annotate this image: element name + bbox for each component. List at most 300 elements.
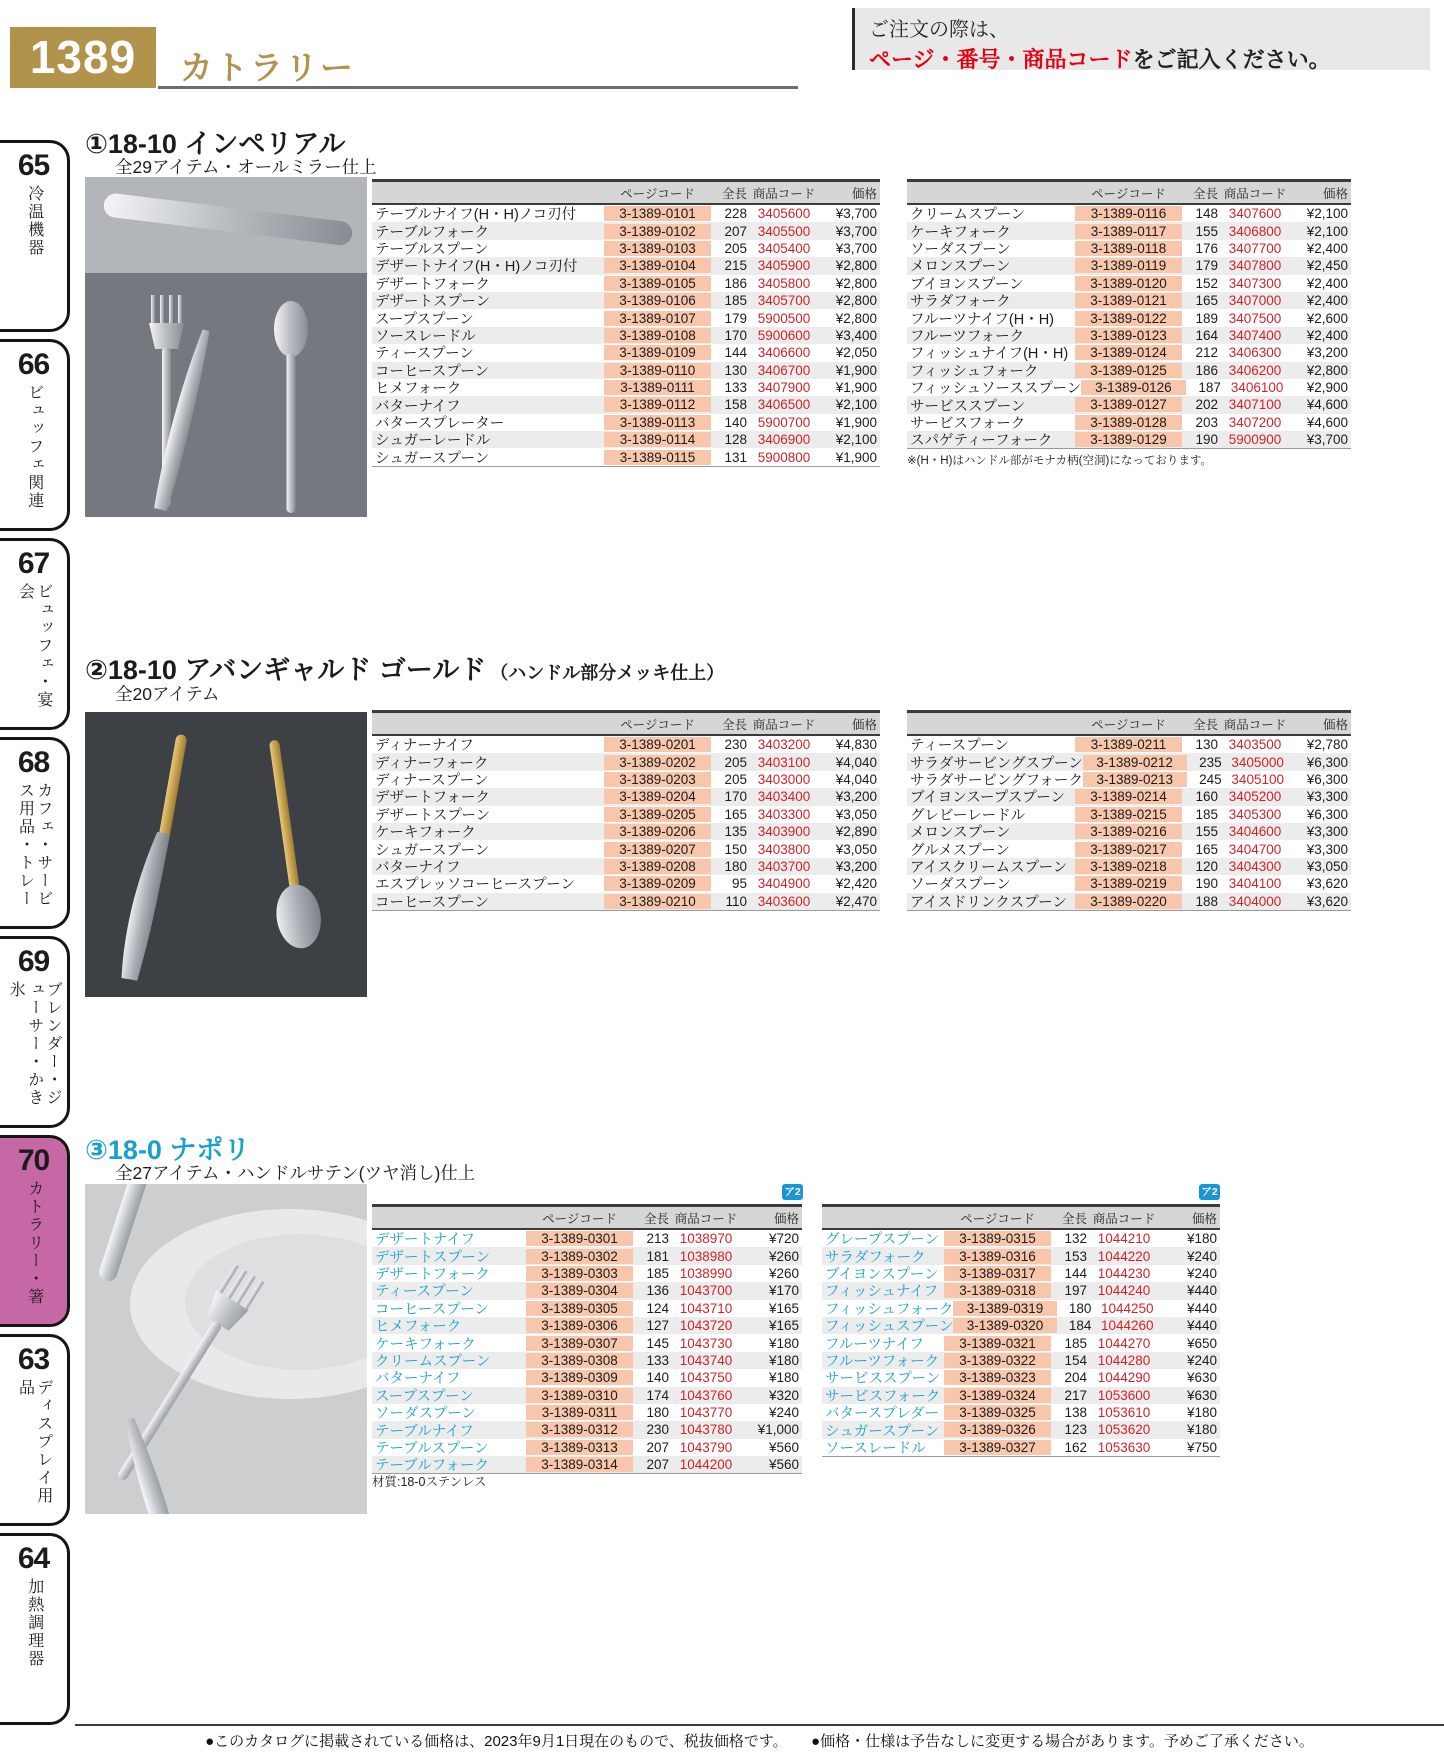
item-name: ブイヨンスプーン bbox=[910, 276, 1024, 293]
table-header-row bbox=[907, 710, 1351, 736]
product-code: 1038980 bbox=[679, 1248, 733, 1264]
page-code: 3-1389-0307 bbox=[526, 1336, 633, 1351]
length-value: 127 bbox=[646, 1318, 669, 1334]
page-code: 3-1389-0209 bbox=[604, 876, 711, 891]
length-value: 187 bbox=[1198, 380, 1221, 396]
price-value: ¥3,300 bbox=[1306, 841, 1348, 857]
order-notice-tail: をご記入ください。 bbox=[1132, 47, 1331, 72]
page-code: 3-1389-0112 bbox=[604, 397, 711, 412]
col-length-header: 全長 bbox=[1192, 186, 1218, 201]
sidebar-tab-67[interactable] bbox=[0, 538, 70, 730]
section-subtitle: 全29アイテム・オールミラー仕上 bbox=[115, 157, 377, 177]
price-value: ¥2,600 bbox=[1306, 310, 1348, 326]
price-value: ¥3,050 bbox=[835, 806, 877, 822]
length-value: 181 bbox=[646, 1248, 669, 1264]
length-value: 133 bbox=[646, 1352, 669, 1368]
page-code: 3-1389-0120 bbox=[1075, 276, 1182, 291]
table-header-row bbox=[822, 1204, 1220, 1230]
product-code: 5900900 bbox=[1228, 432, 1282, 448]
sidebar-tab-66[interactable] bbox=[0, 339, 70, 531]
page-code: 3-1389-0110 bbox=[604, 363, 711, 378]
col-price-header: 価格 bbox=[851, 186, 877, 201]
length-value: 123 bbox=[1064, 1422, 1087, 1438]
footer-rule bbox=[75, 1724, 1444, 1726]
item-name: スープスプーン bbox=[375, 1388, 474, 1405]
price-value: ¥2,100 bbox=[1306, 206, 1348, 222]
length-value: 230 bbox=[724, 737, 747, 753]
product-code: 1043720 bbox=[679, 1318, 733, 1334]
length-value: 170 bbox=[724, 327, 747, 343]
price-value: ¥165 bbox=[768, 1300, 799, 1316]
price-value: ¥170 bbox=[768, 1283, 799, 1299]
col-price-header: 価格 bbox=[1322, 717, 1348, 732]
product-code: 3404900 bbox=[757, 876, 811, 892]
col-price-header: 価格 bbox=[1322, 186, 1348, 201]
item-name: バターナイフ bbox=[375, 1371, 461, 1388]
aqua-badge: ア2 bbox=[782, 1184, 803, 1200]
price-value: ¥2,450 bbox=[1306, 258, 1348, 274]
length-value: 205 bbox=[724, 771, 747, 787]
col-price-header: 価格 bbox=[773, 1211, 799, 1226]
item-name: クリームスプーン bbox=[910, 207, 1026, 224]
item-name: スパゲティーフォーク bbox=[910, 433, 1053, 450]
sidebar-tab-number: 69 bbox=[17, 945, 50, 978]
length-value: 186 bbox=[724, 275, 747, 291]
length-value: 160 bbox=[1195, 789, 1218, 805]
col-length-header: 全長 bbox=[721, 717, 747, 732]
section-subtitle: 全27アイテム・ハンドルサテン(ツヤ消し)仕上 bbox=[115, 1163, 476, 1183]
length-value: 215 bbox=[724, 258, 747, 274]
price-value: ¥440 bbox=[1186, 1283, 1217, 1299]
item-name: ブイヨンスープスプーン bbox=[910, 790, 1066, 807]
price-value: ¥3,050 bbox=[1306, 858, 1348, 874]
section-subtitle: 全20アイテム bbox=[115, 684, 220, 704]
length-value: 180 bbox=[646, 1405, 669, 1421]
length-value: 130 bbox=[1195, 737, 1218, 753]
product-photo-napoli bbox=[85, 1184, 367, 1514]
col-length-header: 全長 bbox=[643, 1211, 669, 1226]
page-code: 3-1389-0323 bbox=[944, 1370, 1051, 1385]
item-name: グレープスプーン bbox=[825, 1232, 939, 1249]
price-value: ¥750 bbox=[1186, 1439, 1217, 1455]
product-code: 1044280 bbox=[1097, 1352, 1151, 1368]
page-code: 3-1389-0218 bbox=[1075, 859, 1182, 874]
col-length-header: 全長 bbox=[1192, 717, 1218, 732]
price-value: ¥3,700 bbox=[1306, 432, 1348, 448]
price-value: ¥2,100 bbox=[835, 397, 877, 413]
length-value: 165 bbox=[724, 806, 747, 822]
page-code: 3-1389-0123 bbox=[1075, 328, 1182, 343]
page-code: 3-1389-0117 bbox=[1075, 224, 1182, 239]
length-value: 165 bbox=[1195, 293, 1218, 309]
price-value: ¥3,300 bbox=[1306, 824, 1348, 840]
sidebar-tab-63[interactable] bbox=[0, 1334, 70, 1526]
col-price-header: 価格 bbox=[851, 717, 877, 732]
price-value: ¥3,620 bbox=[1306, 893, 1348, 909]
hh-footnote: ※(H・H)はハンドル部がモナカ柄(空洞)になっております。 bbox=[907, 455, 1212, 467]
length-value: 136 bbox=[646, 1283, 669, 1299]
item-name: フィッシュフォーク bbox=[825, 1301, 954, 1318]
col-product-code-header: 商品コード bbox=[752, 717, 816, 732]
product-code: 1044200 bbox=[679, 1457, 733, 1473]
price-value: ¥4,600 bbox=[1306, 397, 1348, 413]
page-code: 3-1389-0213 bbox=[1083, 772, 1187, 787]
length-value: 230 bbox=[646, 1422, 669, 1438]
product-table-right bbox=[907, 710, 1351, 911]
product-code: 3407800 bbox=[1228, 258, 1282, 274]
section-avantgarde-gold bbox=[85, 648, 1444, 1068]
item-name: フィッシュソーススプーン bbox=[910, 381, 1082, 398]
product-code: 3405800 bbox=[757, 275, 811, 291]
item-name: バタースプレーター bbox=[375, 415, 505, 432]
product-code: 1043790 bbox=[679, 1439, 733, 1455]
item-name: シュガースプーン bbox=[375, 842, 490, 859]
item-name: サラダフォーク bbox=[910, 294, 1011, 311]
length-value: 185 bbox=[1195, 806, 1218, 822]
section-mark: ① bbox=[85, 129, 108, 159]
page-code: 3-1389-0127 bbox=[1075, 397, 1182, 412]
item-name: サービススプーン bbox=[910, 398, 1026, 415]
col-length-header: 全長 bbox=[721, 186, 747, 201]
sidebar-tab-64[interactable] bbox=[0, 1533, 70, 1725]
product-code: 3403900 bbox=[757, 824, 811, 840]
page-code: 3-1389-0212 bbox=[1083, 755, 1187, 770]
material-note: 材質:18-0ステンレス bbox=[372, 1475, 487, 1489]
length-value: 132 bbox=[1064, 1231, 1087, 1247]
page-code: 3-1389-0205 bbox=[604, 807, 711, 822]
item-name: デザートスプーン bbox=[375, 1249, 491, 1266]
order-notice-line1: ご注文の際は、 bbox=[869, 19, 1009, 41]
item-name: サラダサービングスプーン bbox=[910, 755, 1083, 772]
col-page-code-header: ページコード bbox=[620, 717, 695, 732]
item-name: フィッシュスプーン bbox=[825, 1319, 954, 1336]
length-value: 133 bbox=[724, 380, 747, 396]
sidebar-tab-69[interactable] bbox=[0, 936, 70, 1128]
page-code: 3-1389-0320 bbox=[953, 1318, 1056, 1333]
length-value: 140 bbox=[724, 414, 747, 430]
page-code: 3-1389-0210 bbox=[604, 894, 711, 909]
col-price-header: 価格 bbox=[1191, 1211, 1217, 1226]
price-value: ¥630 bbox=[1186, 1387, 1217, 1403]
product-code: 3406800 bbox=[1228, 223, 1282, 239]
length-value: 205 bbox=[724, 240, 747, 256]
page-code: 3-1389-0211 bbox=[1075, 737, 1182, 752]
sidebar-tab-label: 冷温機器 bbox=[25, 185, 43, 257]
item-name: シュガースプーン bbox=[375, 450, 490, 467]
item-name: フィッシュナイフ bbox=[825, 1284, 939, 1301]
product-code: 1044230 bbox=[1097, 1265, 1151, 1281]
sidebar-tab-65[interactable] bbox=[0, 140, 70, 332]
product-code: 3405600 bbox=[757, 206, 811, 222]
page-code: 3-1389-0219 bbox=[1075, 876, 1182, 891]
product-code: 1044270 bbox=[1097, 1335, 1151, 1351]
price-value: ¥2,100 bbox=[1306, 223, 1348, 239]
price-value: ¥2,800 bbox=[835, 258, 877, 274]
item-name: ヒメフォーク bbox=[375, 1319, 462, 1336]
length-value: 174 bbox=[646, 1387, 669, 1403]
length-value: 155 bbox=[1195, 223, 1218, 239]
product-code: 3403000 bbox=[757, 771, 811, 787]
length-value: 152 bbox=[1195, 275, 1218, 291]
price-value: ¥2,800 bbox=[835, 275, 877, 291]
col-product-code-header: 商品コード bbox=[752, 186, 816, 201]
price-value: ¥6,300 bbox=[1306, 754, 1348, 770]
page-code: 3-1389-0311 bbox=[526, 1405, 633, 1420]
aqua-badge: ア2 bbox=[1199, 1184, 1220, 1200]
section-title-text: 18-10 アバンギャルド ゴールド bbox=[107, 655, 487, 685]
item-name: サービスフォーク bbox=[910, 415, 1026, 432]
sidebar-tab-label: ビュッフェ関連 bbox=[25, 384, 43, 510]
sidebar-tab-number: 64 bbox=[17, 1542, 50, 1575]
page-code: 3-1389-0324 bbox=[944, 1388, 1051, 1403]
product-code: 1043730 bbox=[679, 1335, 733, 1351]
order-notice bbox=[852, 8, 1430, 70]
length-value: 162 bbox=[1064, 1439, 1087, 1455]
page-code: 3-1389-0108 bbox=[604, 328, 711, 343]
product-code: 1043780 bbox=[679, 1422, 733, 1438]
page-code: 3-1389-0118 bbox=[1075, 241, 1182, 256]
product-code: 3407300 bbox=[1228, 275, 1282, 291]
page-code: 3-1389-0214 bbox=[1075, 789, 1182, 804]
length-value: 186 bbox=[1195, 362, 1218, 378]
product-photo-avantgarde bbox=[85, 712, 367, 997]
item-name: テーブルフォーク bbox=[375, 1458, 489, 1475]
page-code: 3-1389-0220 bbox=[1075, 894, 1182, 909]
length-value: 95 bbox=[731, 876, 747, 892]
product-code: 3407900 bbox=[757, 380, 811, 396]
item-name: デザートスプーン bbox=[375, 807, 491, 824]
length-value: 188 bbox=[1195, 893, 1218, 909]
price-value: ¥4,040 bbox=[835, 771, 877, 787]
product-table-left bbox=[372, 179, 880, 467]
item-name: デザートスプーン bbox=[375, 294, 491, 311]
price-value: ¥2,420 bbox=[835, 876, 877, 892]
page-code: 3-1389-0106 bbox=[604, 293, 711, 308]
item-name: ソーダスプーン bbox=[375, 1406, 476, 1423]
price-value: ¥2,800 bbox=[1306, 362, 1348, 378]
page-code: 3-1389-0116 bbox=[1075, 206, 1182, 221]
product-code: 3403800 bbox=[757, 841, 811, 857]
product-code: 3407100 bbox=[1228, 397, 1282, 413]
item-name: デザートナイフ(H・H)ノコ刃付 bbox=[375, 259, 578, 276]
product-code: 1044260 bbox=[1100, 1318, 1154, 1334]
length-value: 145 bbox=[646, 1335, 669, 1351]
length-value: 190 bbox=[1195, 876, 1218, 892]
col-product-code-header: 商品コード bbox=[1223, 186, 1287, 201]
length-value: 207 bbox=[646, 1439, 669, 1455]
product-code: 1044250 bbox=[1100, 1300, 1154, 1316]
item-name: ディナーフォーク bbox=[375, 755, 489, 772]
section-mark: ③ bbox=[85, 1135, 108, 1165]
price-value: ¥240 bbox=[1186, 1248, 1217, 1264]
item-name: グルメスプーン bbox=[910, 842, 1010, 859]
item-name: ティースプーン bbox=[375, 1284, 474, 1301]
item-name: サービススプーン bbox=[825, 1371, 941, 1388]
length-value: 213 bbox=[646, 1231, 669, 1247]
product-row bbox=[372, 1456, 802, 1473]
price-value: ¥3,400 bbox=[835, 327, 877, 343]
sidebar-tab-number: 63 bbox=[17, 1343, 50, 1376]
price-value: ¥2,800 bbox=[835, 310, 877, 326]
item-name: ディナーナイフ bbox=[375, 738, 474, 755]
item-name: メロンスプーン bbox=[910, 259, 1011, 276]
price-value: ¥260 bbox=[768, 1265, 799, 1281]
page-code: 3-1389-0113 bbox=[604, 415, 711, 430]
item-name: デザートフォーク bbox=[375, 276, 490, 293]
product-code: 3405300 bbox=[1228, 806, 1282, 822]
length-value: 189 bbox=[1195, 310, 1218, 326]
page-code: 3-1389-0326 bbox=[944, 1422, 1051, 1437]
product-code: 1043760 bbox=[679, 1387, 733, 1403]
length-value: 179 bbox=[1195, 258, 1218, 274]
product-code: 3406900 bbox=[757, 432, 811, 448]
col-product-code-header: 商品コード bbox=[674, 1211, 738, 1226]
length-value: 202 bbox=[1195, 397, 1218, 413]
item-name: テーブルナイフ(H・H)ノコ刃付 bbox=[375, 207, 577, 224]
page-code: 3-1389-0128 bbox=[1075, 415, 1182, 430]
page-code: 3-1389-0313 bbox=[526, 1440, 633, 1455]
price-value: ¥2,100 bbox=[835, 432, 877, 448]
order-notice-line2 bbox=[869, 43, 1430, 74]
length-value: 131 bbox=[724, 449, 747, 465]
page-code: 3-1389-0104 bbox=[604, 258, 711, 273]
item-name: サラダサービングフォーク bbox=[910, 772, 1083, 789]
item-name: ケーキフォーク bbox=[375, 1336, 476, 1353]
length-value: 205 bbox=[724, 754, 747, 770]
page-code: 3-1389-0115 bbox=[604, 450, 711, 465]
item-name: テーブルスプーン bbox=[375, 1440, 489, 1457]
length-value: 185 bbox=[646, 1265, 669, 1281]
price-value: ¥560 bbox=[768, 1457, 799, 1473]
page-code: 3-1389-0207 bbox=[604, 842, 711, 857]
table-header-row bbox=[907, 179, 1351, 205]
product-code: 3403200 bbox=[757, 737, 811, 753]
sidebar-tab-label: ビュッフェ・宴会 bbox=[16, 583, 52, 709]
sidebar-tab-label: カフェ・サービス用品・トレー bbox=[16, 782, 52, 908]
item-name: ヒメフォーク bbox=[375, 381, 462, 398]
length-value: 128 bbox=[724, 432, 747, 448]
length-value: 165 bbox=[1195, 841, 1218, 857]
product-code: 5900500 bbox=[757, 310, 811, 326]
product-code: 3407500 bbox=[1228, 310, 1282, 326]
product-code: 3403700 bbox=[757, 858, 811, 874]
price-value: ¥440 bbox=[1186, 1300, 1218, 1316]
item-name: ソースレードル bbox=[825, 1440, 926, 1457]
sidebar-tab-68[interactable] bbox=[0, 737, 70, 929]
price-value: ¥3,300 bbox=[1306, 789, 1348, 805]
item-name: デザートフォーク bbox=[375, 1266, 490, 1283]
item-name: コーヒースプーン bbox=[375, 894, 489, 911]
col-length-header: 全長 bbox=[1061, 1211, 1087, 1226]
price-value: ¥3,200 bbox=[1306, 345, 1348, 361]
page-code: 3-1389-0301 bbox=[526, 1231, 633, 1246]
section-napoli bbox=[85, 1128, 1444, 1568]
page-code: 3-1389-0317 bbox=[944, 1266, 1051, 1281]
length-value: 190 bbox=[1195, 432, 1218, 448]
page-code: 3-1389-0101 bbox=[604, 206, 711, 221]
col-product-code-header: 商品コード bbox=[1092, 1211, 1156, 1226]
price-value: ¥560 bbox=[768, 1439, 799, 1455]
page-code: 3-1389-0103 bbox=[604, 241, 711, 256]
page-code: 3-1389-0308 bbox=[526, 1353, 633, 1368]
table-header-row bbox=[372, 179, 880, 205]
price-value: ¥240 bbox=[1186, 1352, 1217, 1368]
page-code: 3-1389-0126 bbox=[1081, 380, 1186, 395]
item-name: バターナイフ bbox=[375, 859, 461, 876]
item-name: フルーツナイフ(H・H) bbox=[910, 311, 1054, 328]
item-name: ケーキフォーク bbox=[910, 224, 1011, 241]
product-code: 1044290 bbox=[1097, 1370, 1151, 1386]
length-value: 135 bbox=[724, 824, 747, 840]
price-value: ¥1,900 bbox=[835, 414, 877, 430]
product-table-left bbox=[372, 710, 880, 911]
price-value: ¥260 bbox=[768, 1248, 799, 1264]
price-value: ¥3,700 bbox=[835, 223, 877, 239]
page-code: 3-1389-0203 bbox=[604, 772, 711, 787]
product-code: 1053630 bbox=[1097, 1439, 1151, 1455]
page-code: 3-1389-0129 bbox=[1075, 432, 1182, 447]
item-name: テーブルスプーン bbox=[375, 241, 489, 258]
length-value: 155 bbox=[1195, 824, 1218, 840]
section-title-note: （ハンドル部分メッキ仕上） bbox=[490, 663, 725, 683]
length-value: 144 bbox=[1064, 1265, 1087, 1281]
product-code: 3405700 bbox=[757, 293, 811, 309]
item-name: サラダフォーク bbox=[825, 1249, 926, 1266]
length-value: 130 bbox=[724, 362, 747, 378]
price-value: ¥2,800 bbox=[835, 293, 877, 309]
item-name: アイスクリームスプーン bbox=[910, 859, 1068, 876]
col-page-code-header: ページコード bbox=[542, 1211, 617, 1226]
price-value: ¥3,700 bbox=[835, 206, 877, 222]
length-value: 154 bbox=[1064, 1352, 1087, 1368]
length-value: 140 bbox=[646, 1370, 669, 1386]
item-name: フルーツナイフ bbox=[825, 1336, 924, 1353]
item-name: ケーキフォーク bbox=[375, 825, 476, 842]
page-number-box bbox=[10, 27, 156, 88]
product-code: 3405500 bbox=[757, 223, 811, 239]
price-value: ¥2,900 bbox=[1306, 380, 1348, 396]
sidebar-tab-70[interactable] bbox=[0, 1135, 70, 1327]
length-value: 235 bbox=[1199, 754, 1222, 770]
page-code: 3-1389-0201 bbox=[604, 737, 711, 752]
price-value: ¥2,050 bbox=[835, 345, 877, 361]
page-code: 3-1389-0217 bbox=[1075, 842, 1182, 857]
length-value: 207 bbox=[724, 223, 747, 239]
sidebar-tab-label: カトラリー・箸 bbox=[25, 1180, 43, 1306]
product-code: 1044210 bbox=[1097, 1231, 1151, 1247]
page-code: 3-1389-0318 bbox=[944, 1283, 1051, 1298]
product-code: 1043700 bbox=[679, 1283, 733, 1299]
length-value: 245 bbox=[1199, 771, 1222, 787]
page-code: 3-1389-0208 bbox=[604, 859, 711, 874]
item-name: フルーツフォーク bbox=[910, 328, 1025, 345]
page-code: 3-1389-0309 bbox=[526, 1370, 633, 1385]
price-value: ¥1,000 bbox=[757, 1422, 799, 1438]
length-value: 180 bbox=[724, 858, 747, 874]
page-code: 3-1389-0107 bbox=[604, 311, 711, 326]
item-name: アイスドリンクスプーン bbox=[910, 894, 1067, 911]
section-title-text: 18-0 ナポリ bbox=[107, 1135, 251, 1165]
order-notice-highlight: ページ・番号・商品コード bbox=[869, 47, 1133, 72]
product-row bbox=[372, 448, 880, 465]
product-code: 3407200 bbox=[1228, 414, 1282, 430]
length-value: 158 bbox=[724, 397, 747, 413]
product-code: 1053600 bbox=[1097, 1387, 1151, 1403]
price-value: ¥240 bbox=[768, 1405, 799, 1421]
page-code: 3-1389-0111 bbox=[604, 380, 711, 395]
col-page-code-header: ページコード bbox=[1091, 186, 1166, 201]
price-value: ¥4,830 bbox=[835, 737, 877, 753]
